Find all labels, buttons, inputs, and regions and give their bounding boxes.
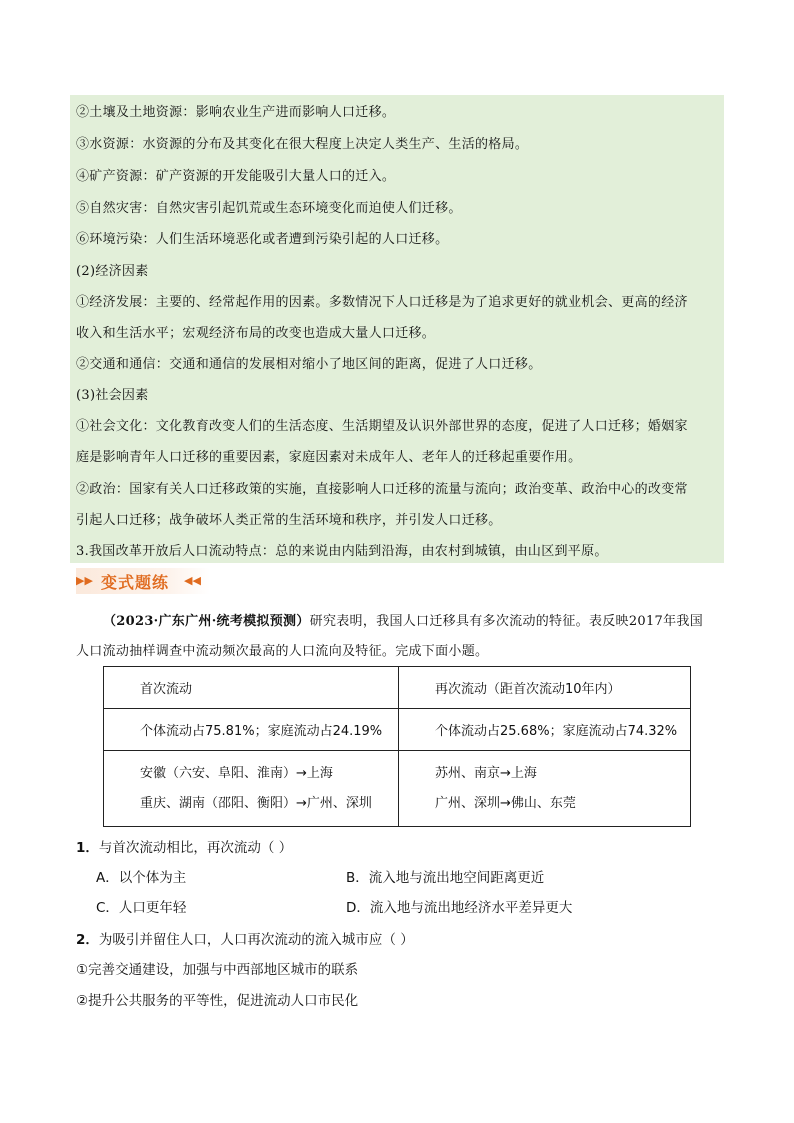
note-line: 3.我国改革开放后人口流动特点：总的来说由内陆到沿海，由农村到城镇，由山区到平原。	[76, 544, 608, 559]
note-subheading: (3)社会因素	[76, 388, 149, 403]
note-line: ⑥环境污染：人们生活环境恶化或者遭到污染引起的人口迁移。	[76, 232, 449, 247]
double-left-triangle-icon: ◀◀	[184, 574, 201, 587]
question-number: 2．	[76, 932, 99, 948]
note-subheading: (2)经济因素	[76, 264, 149, 279]
note-line: 庭是影响青年人口迁移的重要因素，家庭因素对未成年人、老年人的迁移起重要作用。	[76, 450, 582, 465]
migration-table	[103, 666, 691, 827]
question-source: （2023·广东广州·统考模拟预测）	[103, 614, 310, 629]
table-cell: 个体流动占75.81%；家庭流动占24.19%	[104, 709, 399, 751]
note-line: 引起人口迁移；战争破坏人类正常的生活环境和秩序，并引发人口迁移。	[76, 513, 502, 528]
note-line: ④矿产资源：矿产资源的开发能吸引大量人口的迁入。	[76, 169, 396, 184]
question-intro-text: 研究表明，我国人口迁移具有多次流动的特征。表反映2017年我国	[309, 614, 704, 629]
table-cell	[104, 751, 399, 827]
question-text: 与首次流动相比，再次流动（ ）	[98, 840, 293, 856]
table-row	[104, 709, 691, 751]
double-right-triangle-icon: ▶▶	[76, 574, 93, 587]
flow-line: 重庆、湖南（邵阳、衡阳）→广州、深圳	[140, 795, 372, 811]
table-cell: 再次流动（距首次流动10年内）	[399, 667, 691, 709]
flow-line: 苏州、南京→上海	[435, 765, 537, 781]
table-cell: 个体流动占25.68%；家庭流动占74.32%	[399, 709, 691, 751]
option-b[interactable]: B．流入地与流出地空间距离更近	[346, 870, 545, 886]
flow-line: 广州、深圳→佛山、东莞	[435, 795, 576, 811]
table-row	[104, 751, 691, 827]
question-intro-line2: 人口流动抽样调查中流动频次最高的人口流向及特征。完成下面小题。	[76, 644, 489, 659]
note-line: ②交通和通信：交通和通信的发展相对缩小了地区间的距离，促进了人口迁移。	[76, 357, 542, 372]
statement-item: ②提升公共服务的平等性，促进流动人口市民化	[76, 993, 359, 1009]
note-line: ①经济发展：主要的、经常起作用的因素。多数情况下人口迁移是为了追求更好的就业机会、更高的经济	[76, 295, 688, 310]
question-1-stem	[76, 836, 292, 856]
flow-line: 安徽（六安、阜阳、淮南）→上海	[140, 765, 333, 781]
question-2-stem	[76, 928, 414, 948]
note-line: ①社会文化：文化教育改变人们的生活态度、生活期望及认识外部世界的态度，促进了人口迁移；婚姻家	[76, 419, 688, 434]
note-line: ②政治：国家有关人口迁移政策的实施，直接影响人口迁移的流量与流向；政治变革、政治中心的改变常	[76, 482, 688, 497]
question-intro	[103, 610, 703, 629]
question-text: 为吸引并留住人口，人口再次流动的流入城市应（ ）	[98, 932, 414, 948]
note-line: 收入和生活水平；宏观经济布局的改变也造成大量人口迁移。	[76, 326, 436, 341]
section-title: 变式题练	[101, 573, 170, 592]
question-number: 1．	[76, 840, 99, 856]
note-line: ②土壤及土地资源：影响农业生产进而影响人口迁移。	[76, 105, 396, 120]
statement-item: ①完善交通建设，加强与中西部地区城市的联系	[76, 962, 359, 978]
option-d[interactable]: D．流入地与流出地经济水平差异更大	[346, 900, 573, 916]
table-header-row	[104, 667, 691, 709]
note-line: ③水资源：水资源的分布及其变化在很大程度上决定人类生产、生活的格局。	[76, 137, 529, 152]
table-cell	[399, 751, 691, 827]
option-c[interactable]: C．人口更年轻	[96, 900, 187, 916]
note-line: ⑤自然灾害：自然灾害引起饥荒或生态环境变化而迫使人们迁移。	[76, 201, 462, 216]
option-a[interactable]: A．以个体为主	[96, 870, 187, 886]
table-cell: 首次流动	[104, 667, 399, 709]
